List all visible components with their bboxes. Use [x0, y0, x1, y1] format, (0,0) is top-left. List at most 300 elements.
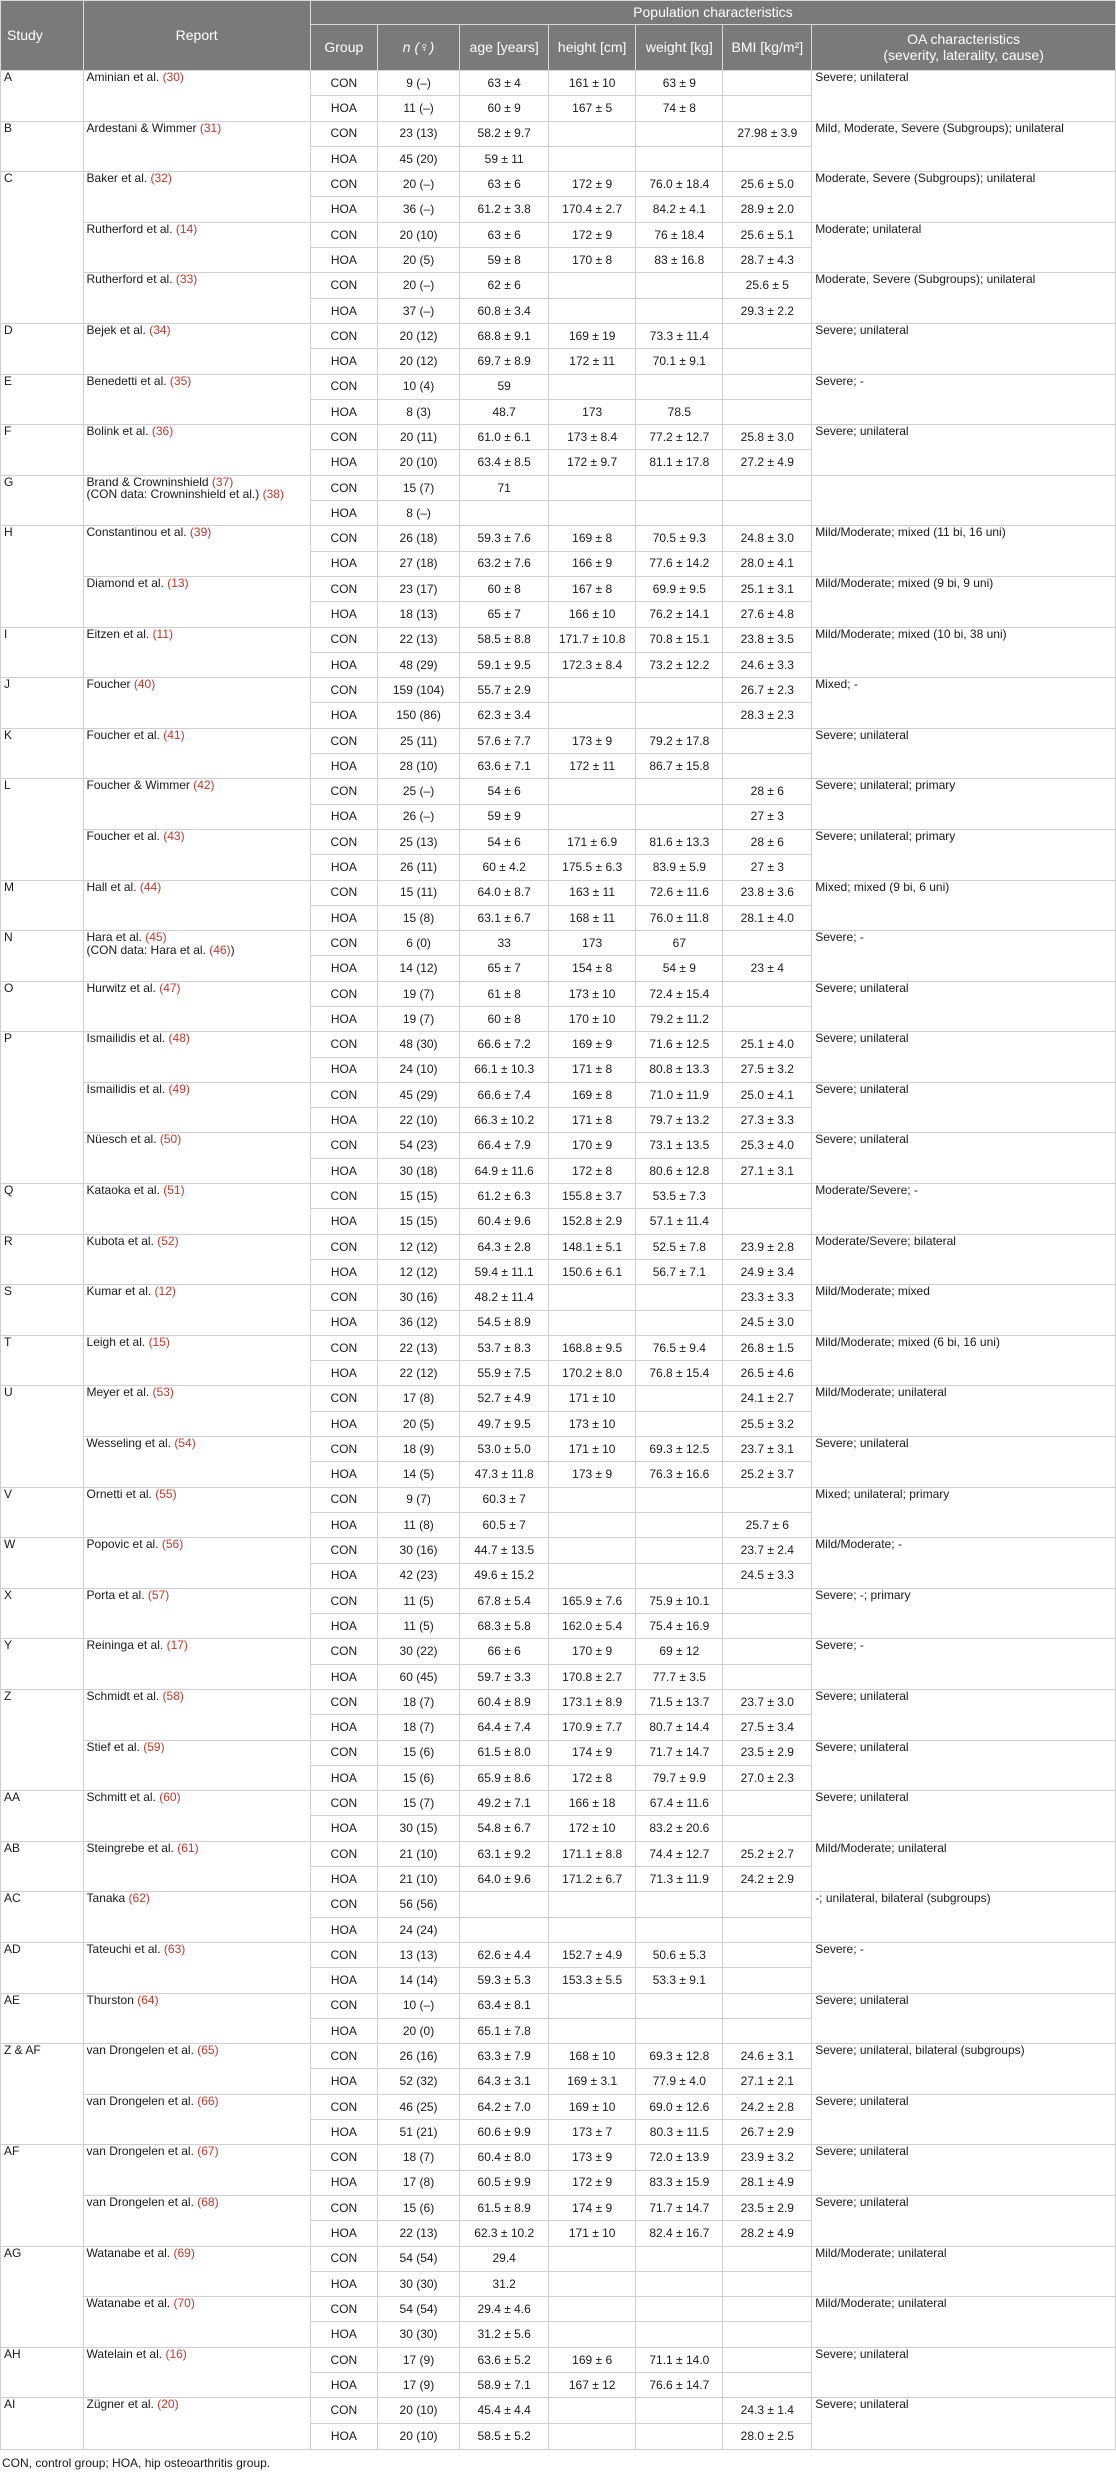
cell-height: 170 ± 9 — [549, 1639, 636, 1664]
study-id: Q — [1, 1184, 84, 1235]
cell-n: 30 (16) — [377, 1285, 460, 1310]
oa-characteristics: Severe; unilateral — [812, 1740, 1116, 1791]
cell-n: 15 (15) — [377, 1209, 460, 1234]
cell-weight: 79.7 ± 9.9 — [636, 1765, 723, 1790]
cell-height: 150.6 ± 6.1 — [549, 1259, 636, 1284]
report-text: Stief et al. — [86, 1740, 144, 1754]
cell-bmi: 24.6 ± 3.1 — [723, 2044, 812, 2069]
reference-number: (15) — [148, 1335, 170, 1349]
cell-age: 60 ± 8 — [460, 576, 549, 601]
cell-weight: 77.9 ± 4.0 — [636, 2069, 723, 2094]
report-text: (CON data: Hara et al. — [86, 942, 210, 957]
cell-group: HOA — [310, 501, 377, 526]
cell-bmi — [723, 728, 812, 753]
report-cell — [83, 1487, 310, 1538]
cell-weight: 54 ± 9 — [636, 956, 723, 981]
cell-weight: 56.7 ± 7.1 — [636, 1259, 723, 1284]
cell-age: 53.0 ± 5.0 — [460, 1437, 549, 1462]
cell-age: 60.5 ± 9.9 — [460, 2170, 549, 2195]
report-line — [87, 2247, 307, 2260]
cell-height: 172 ± 8 — [549, 1765, 636, 1790]
cell-weight — [636, 298, 723, 323]
reference-number: (43) — [163, 829, 185, 843]
cell-weight: 79.2 ± 11.2 — [636, 1006, 723, 1031]
cell-age: 64.0 ± 9.6 — [460, 1867, 549, 1892]
cell-age: 60.8 ± 3.4 — [460, 298, 549, 323]
report-line — [87, 223, 307, 236]
cell-weight: 67.4 ± 11.6 — [636, 1791, 723, 1816]
reference-number: (49) — [168, 1082, 190, 1096]
cell-height: 166 ± 18 — [549, 1791, 636, 1816]
cell-weight: 73.3 ± 11.4 — [636, 323, 723, 348]
header-oa-title: OA characteristics — [907, 31, 1020, 48]
study-id: AF — [1, 2145, 84, 2246]
oa-characteristics: Severe; unilateral — [812, 2398, 1116, 2450]
report-line — [87, 577, 307, 590]
cell-n: 10 (4) — [377, 374, 460, 399]
cell-group: CON — [310, 728, 377, 753]
report-cell — [83, 374, 310, 425]
cell-age: 68.8 ± 9.1 — [460, 323, 549, 348]
table-row — [1, 323, 1116, 348]
cell-weight — [636, 374, 723, 399]
cell-n: 54 (54) — [377, 2246, 460, 2271]
report-line — [87, 1538, 307, 1551]
reference-number: (14) — [175, 222, 198, 236]
header-height: height [cm] — [549, 25, 636, 71]
oa-characteristics: Severe; - — [812, 374, 1116, 425]
oa-characteristics: Mild, Moderate, Severe (Subgroups); unilateral — [812, 121, 1116, 172]
oa-characteristics: Severe; unilateral; primary — [812, 779, 1116, 830]
table-row — [1, 1690, 1116, 1715]
reference-number: (12) — [154, 1284, 176, 1299]
cell-group: CON — [310, 273, 377, 298]
report-line — [87, 1488, 307, 1501]
cell-age: 59.1 ± 9.5 — [460, 652, 549, 677]
cell-age: 63.6 ± 7.1 — [460, 754, 549, 779]
cell-n: 14 (5) — [377, 1462, 460, 1487]
cell-group: CON — [310, 121, 377, 146]
oa-characteristics: Severe; unilateral — [812, 981, 1116, 1032]
cell-group: CON — [310, 1234, 377, 1259]
report-cell — [83, 1791, 310, 1842]
cell-weight: 80.3 ± 11.5 — [636, 2120, 723, 2145]
report-line — [87, 1842, 307, 1855]
reference-number: (39) — [189, 525, 212, 540]
cell-bmi: 24.8 ± 3.0 — [723, 526, 812, 551]
reference-number: (58) — [162, 1689, 184, 1703]
cell-weight — [636, 1386, 723, 1411]
cell-group: CON — [310, 1942, 377, 1967]
reference-number: (61) — [177, 1841, 199, 1855]
cell-height — [549, 678, 636, 703]
cell-weight: 69.9 ± 9.5 — [636, 576, 723, 601]
cell-height: 169 ± 19 — [549, 323, 636, 348]
report-line — [87, 2044, 307, 2057]
table-row — [1, 2145, 1116, 2170]
cell-group: CON — [310, 1437, 377, 1462]
cell-height — [549, 2297, 636, 2322]
cell-n: 30 (30) — [377, 2271, 460, 2296]
cell-n: 15 (6) — [377, 1740, 460, 1765]
report-cell — [83, 1841, 310, 1892]
report-cell — [83, 1690, 310, 1741]
reference-number: (50) — [159, 1132, 182, 1147]
cell-age: 44.7 ± 13.5 — [460, 1538, 549, 1563]
table-row — [1, 2195, 1116, 2220]
cell-group: CON — [310, 1841, 377, 1866]
cell-weight: 67 — [636, 931, 723, 956]
report-text: Leigh et al. — [86, 1335, 149, 1349]
report-text: Steingrebe et al. — [86, 1841, 178, 1855]
header-group: Group — [310, 25, 377, 71]
cell-weight: 81.1 ± 17.8 — [636, 450, 723, 475]
report-line — [87, 779, 307, 792]
cell-age: 31.2 ± 5.6 — [460, 2322, 549, 2347]
cell-height: 172 ± 11 — [549, 754, 636, 779]
cell-group: HOA — [310, 1917, 377, 1942]
study-id: Y — [1, 1639, 84, 1690]
report-cell — [83, 2398, 310, 2450]
cell-height — [549, 2423, 636, 2449]
cell-n: 25 (–) — [377, 779, 460, 804]
cell-n: 37 (–) — [377, 298, 460, 323]
study-id: AE — [1, 1993, 84, 2044]
cell-height: 169 ± 8 — [549, 1082, 636, 1107]
cell-age: 59.7 ± 3.3 — [460, 1664, 549, 1689]
cell-n: 11 (5) — [377, 1614, 460, 1639]
cell-height: 174 ± 9 — [549, 2195, 636, 2220]
cell-n: 150 (86) — [377, 703, 460, 728]
cell-age: 59.3 ± 7.6 — [460, 526, 549, 551]
report-line — [87, 678, 307, 691]
study-id: T — [1, 1335, 84, 1386]
cell-group: CON — [310, 1791, 377, 1816]
report-line — [87, 122, 307, 135]
cell-height: 152.7 ± 4.9 — [549, 1942, 636, 1967]
cell-age: 60.4 ± 8.9 — [460, 1690, 549, 1715]
cell-height: 163 ± 11 — [549, 880, 636, 905]
study-id: P — [1, 1032, 84, 1184]
report-text: Thurston — [86, 1993, 138, 2007]
reference-number: (67) — [197, 2144, 219, 2159]
reference-number: (52) — [157, 1234, 179, 1248]
cell-bmi — [723, 2018, 812, 2043]
cell-bmi — [723, 2271, 812, 2296]
oa-characteristics: Moderate/Severe; bilateral — [812, 1234, 1116, 1285]
cell-group: HOA — [310, 1108, 377, 1133]
cell-n: 20 (10) — [377, 450, 460, 475]
cell-n: 21 (10) — [377, 1841, 460, 1866]
report-text: Eitzen et al. — [86, 627, 153, 641]
report-text: Kumar et al. — [86, 1284, 155, 1299]
cell-weight — [636, 2322, 723, 2347]
report-text: (CON data: Crowninshield et al.) — [86, 487, 263, 502]
cell-group: CON — [310, 1082, 377, 1107]
cell-n: 15 (7) — [377, 475, 460, 500]
cell-height: 173 ± 7 — [549, 2120, 636, 2145]
cell-age: 61.2 ± 6.3 — [460, 1184, 549, 1209]
report-text: Rutherford et al. — [86, 222, 176, 236]
cell-age: 62.3 ± 3.4 — [460, 703, 549, 728]
reference-number: (36) — [151, 424, 174, 439]
report-cell — [83, 2094, 310, 2145]
cell-height — [549, 1917, 636, 1942]
oa-characteristics: Severe; unilateral — [812, 2145, 1116, 2196]
report-text: Hara et al. — [86, 930, 146, 945]
table-row — [1, 1487, 1116, 1512]
cell-n: 24 (10) — [377, 1057, 460, 1082]
cell-height: 173.1 ± 8.9 — [549, 1690, 636, 1715]
cell-height: 173 — [549, 931, 636, 956]
cell-weight: 53.3 ± 9.1 — [636, 1968, 723, 1993]
cell-n: 17 (8) — [377, 2170, 460, 2195]
cell-group: CON — [310, 1133, 377, 1158]
cell-weight — [636, 703, 723, 728]
cell-bmi: 26.5 ± 4.6 — [723, 1361, 812, 1386]
report-cell — [83, 475, 310, 526]
oa-characteristics: Mild/Moderate; unilateral — [812, 1386, 1116, 1437]
cell-group: CON — [310, 779, 377, 804]
cell-age: 65 ± 7 — [460, 602, 549, 627]
cell-age: 63.4 ± 8.1 — [460, 1993, 549, 2018]
study-id: Z — [1, 1690, 84, 1791]
cell-n: 8 (3) — [377, 399, 460, 424]
cell-n: 21 (10) — [377, 1867, 460, 1892]
study-id: AI — [1, 2398, 84, 2450]
table-row — [1, 2094, 1116, 2119]
study-id: E — [1, 374, 84, 425]
cell-age: 60.4 ± 9.6 — [460, 1209, 549, 1234]
cell-n: 26 (11) — [377, 855, 460, 880]
cell-age: 45.4 ± 4.4 — [460, 2398, 549, 2423]
cell-weight: 69 ± 12 — [636, 1639, 723, 1664]
cell-height: 152.8 ± 2.9 — [549, 1209, 636, 1234]
report-cell — [83, 526, 310, 577]
table-row — [1, 1386, 1116, 1411]
oa-characteristics: Mild/Moderate; unilateral — [812, 2246, 1116, 2297]
report-text: Ardestani & Wimmer — [86, 121, 200, 135]
cell-n: 12 (12) — [377, 1234, 460, 1259]
cell-group: HOA — [310, 1816, 377, 1841]
table-row — [1, 1892, 1116, 1917]
study-id: G — [1, 475, 84, 526]
cell-group: HOA — [310, 2069, 377, 2094]
cell-bmi: 26.8 ± 1.5 — [723, 1335, 812, 1360]
cell-height: 171 ± 10 — [549, 1437, 636, 1462]
study-id: W — [1, 1538, 84, 1589]
cell-bmi: 24.1 ± 2.7 — [723, 1386, 812, 1411]
oa-characteristics: Moderate, Severe (Subgroups); unilateral — [812, 273, 1116, 324]
cell-bmi — [723, 1917, 812, 1942]
cell-height: 169 ± 9 — [549, 1032, 636, 1057]
cell-bmi: 29.3 ± 2.2 — [723, 298, 812, 323]
cell-n: 11 (5) — [377, 1588, 460, 1613]
reference-number: (16) — [165, 2347, 187, 2361]
cell-height: 169 ± 10 — [549, 2094, 636, 2119]
cell-bmi: 25.1 ± 4.0 — [723, 1032, 812, 1057]
study-id: O — [1, 981, 84, 1032]
cell-height: 173 ± 9 — [549, 1462, 636, 1487]
table-row — [1, 1740, 1116, 1765]
cell-age: 63.2 ± 7.6 — [460, 551, 549, 576]
cell-n: 46 (25) — [377, 2094, 460, 2119]
cell-group: HOA — [310, 652, 377, 677]
cell-group: HOA — [310, 1614, 377, 1639]
report-cell — [83, 2044, 310, 2095]
table-row — [1, 1082, 1116, 1107]
report-text: Meyer et al. — [86, 1385, 153, 1400]
oa-characteristics: Mild/Moderate; mixed (9 bi, 9 uni) — [812, 576, 1116, 627]
report-line — [87, 375, 307, 388]
cell-group: HOA — [310, 248, 377, 273]
cell-weight: 71.6 ± 12.5 — [636, 1032, 723, 1057]
cell-bmi: 26.7 ± 2.9 — [723, 2120, 812, 2145]
cell-age: 58.5 ± 5.2 — [460, 2423, 549, 2449]
cell-n: 17 (9) — [377, 2347, 460, 2372]
cell-weight — [636, 2271, 723, 2296]
cell-n: 10 (–) — [377, 1993, 460, 2018]
cell-height: 169 ± 8 — [549, 526, 636, 551]
report-line — [87, 1994, 307, 2007]
cell-n: 20 (10) — [377, 2398, 460, 2423]
cell-height: 167 ± 8 — [549, 576, 636, 601]
report-cell — [83, 1437, 310, 1488]
cell-age: 55.9 ± 7.5 — [460, 1361, 549, 1386]
cell-weight: 80.7 ± 14.4 — [636, 1715, 723, 1740]
cell-group: HOA — [310, 2221, 377, 2246]
report-text: Foucher & Wimmer — [86, 778, 194, 793]
oa-characteristics: Severe; unilateral — [812, 71, 1116, 122]
reference-number: (41) — [163, 728, 185, 742]
cell-bmi: 28.9 ± 2.0 — [723, 197, 812, 222]
cell-weight — [636, 1892, 723, 1917]
cell-weight — [636, 1538, 723, 1563]
cell-n: 48 (29) — [377, 652, 460, 677]
oa-characteristics: -; unilateral, bilateral (subgroups) — [812, 1892, 1116, 1943]
report-text: Popovic et al. — [86, 1537, 162, 1552]
cell-age: 65.9 ± 8.6 — [460, 1765, 549, 1790]
table-row — [1, 2044, 1116, 2069]
cell-n: 9 (7) — [377, 1487, 460, 1512]
cell-n: 54 (23) — [377, 1133, 460, 1158]
table-row — [1, 1588, 1116, 1613]
cell-weight: 74.4 ± 12.7 — [636, 1841, 723, 1866]
cell-weight: 76.2 ± 14.1 — [636, 602, 723, 627]
table-row — [1, 2246, 1116, 2271]
oa-characteristics: Severe; unilateral — [812, 1032, 1116, 1083]
report-line — [87, 1892, 307, 1905]
cell-n: 12 (12) — [377, 1259, 460, 1284]
cell-weight — [636, 779, 723, 804]
cell-group: HOA — [310, 703, 377, 728]
cell-weight: 83.9 ± 5.9 — [636, 855, 723, 880]
cell-n: 28 (10) — [377, 754, 460, 779]
study-id: J — [1, 678, 84, 729]
cell-group: CON — [310, 2195, 377, 2220]
report-line — [87, 1943, 307, 1956]
report-text: Hall et al. — [86, 880, 140, 894]
table-row — [1, 931, 1116, 956]
report-text: Rutherford et al. — [86, 272, 176, 287]
report-text: Kubota et al. — [86, 1234, 158, 1248]
cell-bmi: 27 ± 3 — [723, 855, 812, 880]
study-id: A — [1, 71, 84, 122]
cell-bmi: 25.2 ± 2.7 — [723, 1841, 812, 1866]
header-age: age [years] — [460, 25, 549, 71]
cell-n: 15 (15) — [377, 1184, 460, 1209]
report-text: Diamond et al. — [86, 576, 168, 590]
cell-weight: 74 ± 8 — [636, 96, 723, 121]
cell-height — [549, 2398, 636, 2423]
cell-age: 66.3 ± 10.2 — [460, 1108, 549, 1133]
cell-height: 172 ± 9 — [549, 222, 636, 247]
cell-weight: 72.0 ± 13.9 — [636, 2145, 723, 2170]
cell-weight — [636, 2246, 723, 2271]
cell-group: HOA — [310, 2271, 377, 2296]
cell-bmi — [723, 754, 812, 779]
cell-bmi: 23.8 ± 3.5 — [723, 627, 812, 652]
report-text: Foucher et al. — [86, 829, 164, 843]
cell-weight: 83 ± 16.8 — [636, 248, 723, 273]
header-population: Population characteristics — [310, 1, 1115, 25]
reference-number: (11) — [152, 627, 174, 641]
cell-height: 167 ± 5 — [549, 96, 636, 121]
cell-weight: 53.5 ± 7.3 — [636, 1184, 723, 1209]
cell-age: 60 ± 4.2 — [460, 855, 549, 880]
cell-age: 54 ± 6 — [460, 779, 549, 804]
cell-bmi: 25.1 ± 3.1 — [723, 576, 812, 601]
cell-bmi: 28.7 ± 4.3 — [723, 248, 812, 273]
cell-height — [549, 804, 636, 829]
cell-weight: 70.1 ± 9.1 — [636, 349, 723, 374]
report-text: Foucher et al. — [86, 728, 164, 742]
cell-age: 29.4 — [460, 2246, 549, 2271]
study-id: I — [1, 627, 84, 678]
study-id: AA — [1, 1791, 84, 1842]
cell-age: 62 ± 6 — [460, 273, 549, 298]
cell-n: 15 (7) — [377, 1791, 460, 1816]
study-id: D — [1, 323, 84, 374]
cell-n: 22 (13) — [377, 2221, 460, 2246]
cell-height: 172 ± 10 — [549, 1816, 636, 1841]
table-row — [1, 627, 1116, 652]
report-cell — [83, 1184, 310, 1235]
report-cell — [83, 576, 310, 627]
reference-number: (34) — [149, 323, 171, 337]
reference-number: (48) — [168, 1031, 190, 1046]
cell-weight: 83.2 ± 20.6 — [636, 1816, 723, 1841]
report-cell — [83, 1740, 310, 1791]
cell-height: 173 ± 8.4 — [549, 425, 636, 450]
cell-age: 63.4 ± 8.5 — [460, 450, 549, 475]
cell-group: HOA — [310, 349, 377, 374]
cell-age: 64.4 ± 7.4 — [460, 1715, 549, 1740]
cell-n: 19 (7) — [377, 1006, 460, 1031]
table-row — [1, 374, 1116, 399]
oa-characteristics: Severe; unilateral — [812, 323, 1116, 374]
cell-group: HOA — [310, 1057, 377, 1082]
table-row — [1, 1841, 1116, 1866]
cell-n: 11 (8) — [377, 1512, 460, 1537]
cell-age: 61.5 ± 8.0 — [460, 1740, 549, 1765]
table-row — [1, 172, 1116, 197]
reference-number: (20) — [157, 2397, 179, 2412]
report-cell — [83, 1133, 310, 1184]
cell-group: HOA — [310, 956, 377, 981]
cell-weight: 76.6 ± 14.7 — [636, 2373, 723, 2398]
cell-bmi — [723, 1487, 812, 1512]
